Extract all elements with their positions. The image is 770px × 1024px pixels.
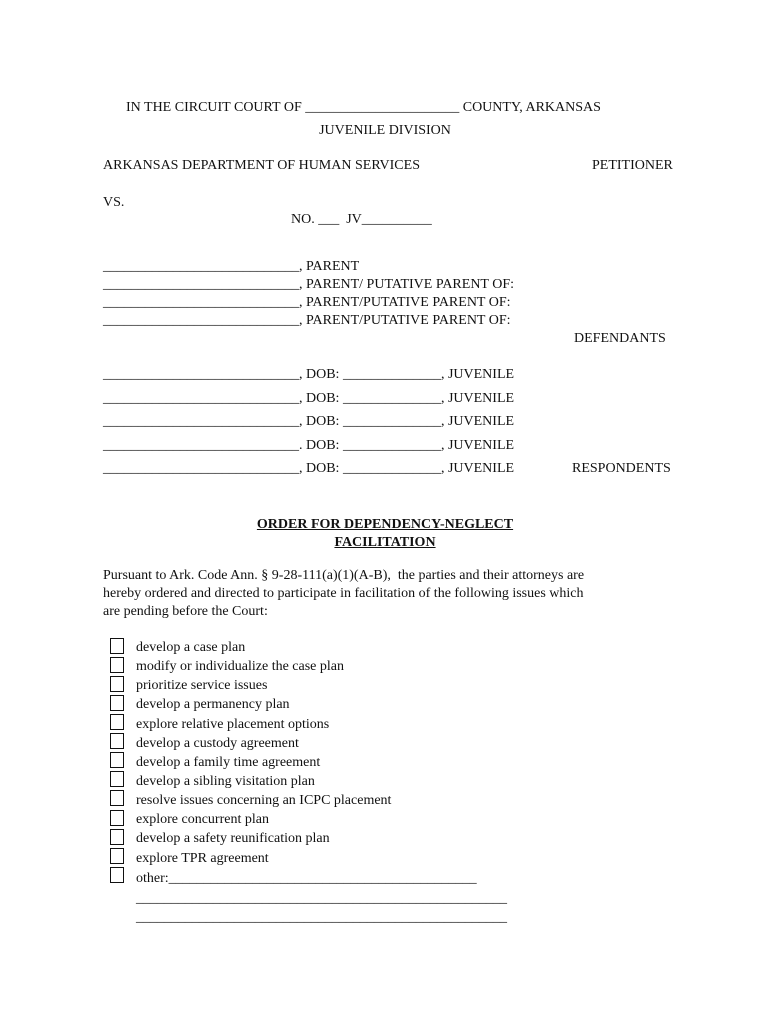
issue-checkbox[interactable] — [110, 790, 124, 806]
issue-checkbox[interactable] — [110, 752, 124, 768]
defendant-line: ____________________________, PARENT — [103, 259, 360, 274]
issue-label: explore relative placement options — [136, 717, 330, 732]
order-title: ORDER FOR DEPENDENCY-NEGLECT — [256, 517, 514, 532]
issue-checkbox[interactable] — [110, 867, 124, 883]
issue-label: explore TPR agreement — [136, 851, 269, 866]
issue-label: develop a sibling visitation plan — [136, 774, 315, 789]
respondent-line: ____________________________, DOB: ______________, JUVENILE — [103, 367, 515, 382]
issue-checkbox[interactable] — [110, 810, 124, 826]
issue-checkbox[interactable] — [110, 676, 124, 692]
issue-checkbox[interactable] — [110, 848, 124, 864]
issue-checkbox[interactable] — [110, 733, 124, 749]
other-issue-field[interactable]: other:____________________________________________ — [136, 871, 477, 886]
issue-checkbox[interactable] — [110, 771, 124, 787]
respondent-line: ____________________________, DOB: ______________, JUVENILE — [103, 461, 515, 476]
order-body-line: Pursuant to Ark. Code Ann. § 9-28-111(a)(1)(A-B), the parties and their attorneys are — [103, 568, 585, 583]
issue-checkbox[interactable] — [110, 695, 124, 711]
issue-label: develop a custody agreement — [136, 736, 299, 751]
other-issue-continuation-line[interactable]: _____________________________________________________ — [136, 891, 507, 906]
issue-label: develop a family time agreement — [136, 755, 321, 770]
issue-checkbox[interactable] — [110, 829, 124, 845]
respondent-line: ____________________________, DOB: ______________, JUVENILE — [103, 391, 515, 406]
issue-checkbox[interactable] — [110, 638, 124, 654]
defendant-line: ____________________________, PARENT/PUTATIVE PARENT OF: — [103, 295, 511, 310]
issue-label: prioritize service issues — [136, 678, 268, 693]
issue-checkbox[interactable] — [110, 714, 124, 730]
respondents-label: RESPONDENTS — [572, 461, 671, 476]
case-number: NO. ___ JV__________ — [291, 212, 432, 227]
issue-label: modify or individualize the case plan — [136, 659, 344, 674]
division-heading: JUVENILE DIVISION — [319, 123, 451, 138]
issue-label: develop a permanency plan — [136, 697, 290, 712]
respondent-line: ____________________________, DOB: ______________, JUVENILE — [103, 414, 515, 429]
defendant-line: ____________________________, PARENT/ PUTATIVE PARENT OF: — [103, 277, 515, 292]
defendants-label: DEFENDANTS — [574, 331, 666, 346]
issue-label: develop a case plan — [136, 640, 246, 655]
issue-label: develop a safety reunification plan — [136, 831, 330, 846]
petitioner-name: ARKANSAS DEPARTMENT OF HUMAN SERVICES — [103, 158, 420, 173]
respondent-line: ____________________________. DOB: ______________, JUVENILE — [103, 438, 515, 453]
court-heading: IN THE CIRCUIT COURT OF ______________________ COUNTY, ARKANSAS — [126, 100, 601, 115]
versus-label: VS. — [103, 195, 125, 210]
order-subtitle: FACILITATION — [334, 535, 436, 550]
defendant-line: ____________________________, PARENT/PUTATIVE PARENT OF: — [103, 313, 511, 328]
issue-label: explore concurrent plan — [136, 812, 269, 827]
issue-checkbox[interactable] — [110, 657, 124, 673]
other-issue-continuation-line[interactable]: _____________________________________________________ — [136, 910, 507, 925]
issue-label: resolve issues concerning an ICPC placement — [136, 793, 392, 808]
order-body-line: hereby ordered and directed to participate in facilitation of the following issues which — [103, 586, 584, 601]
order-body-line: are pending before the Court: — [103, 604, 268, 619]
petitioner-label: PETITIONER — [592, 158, 673, 173]
